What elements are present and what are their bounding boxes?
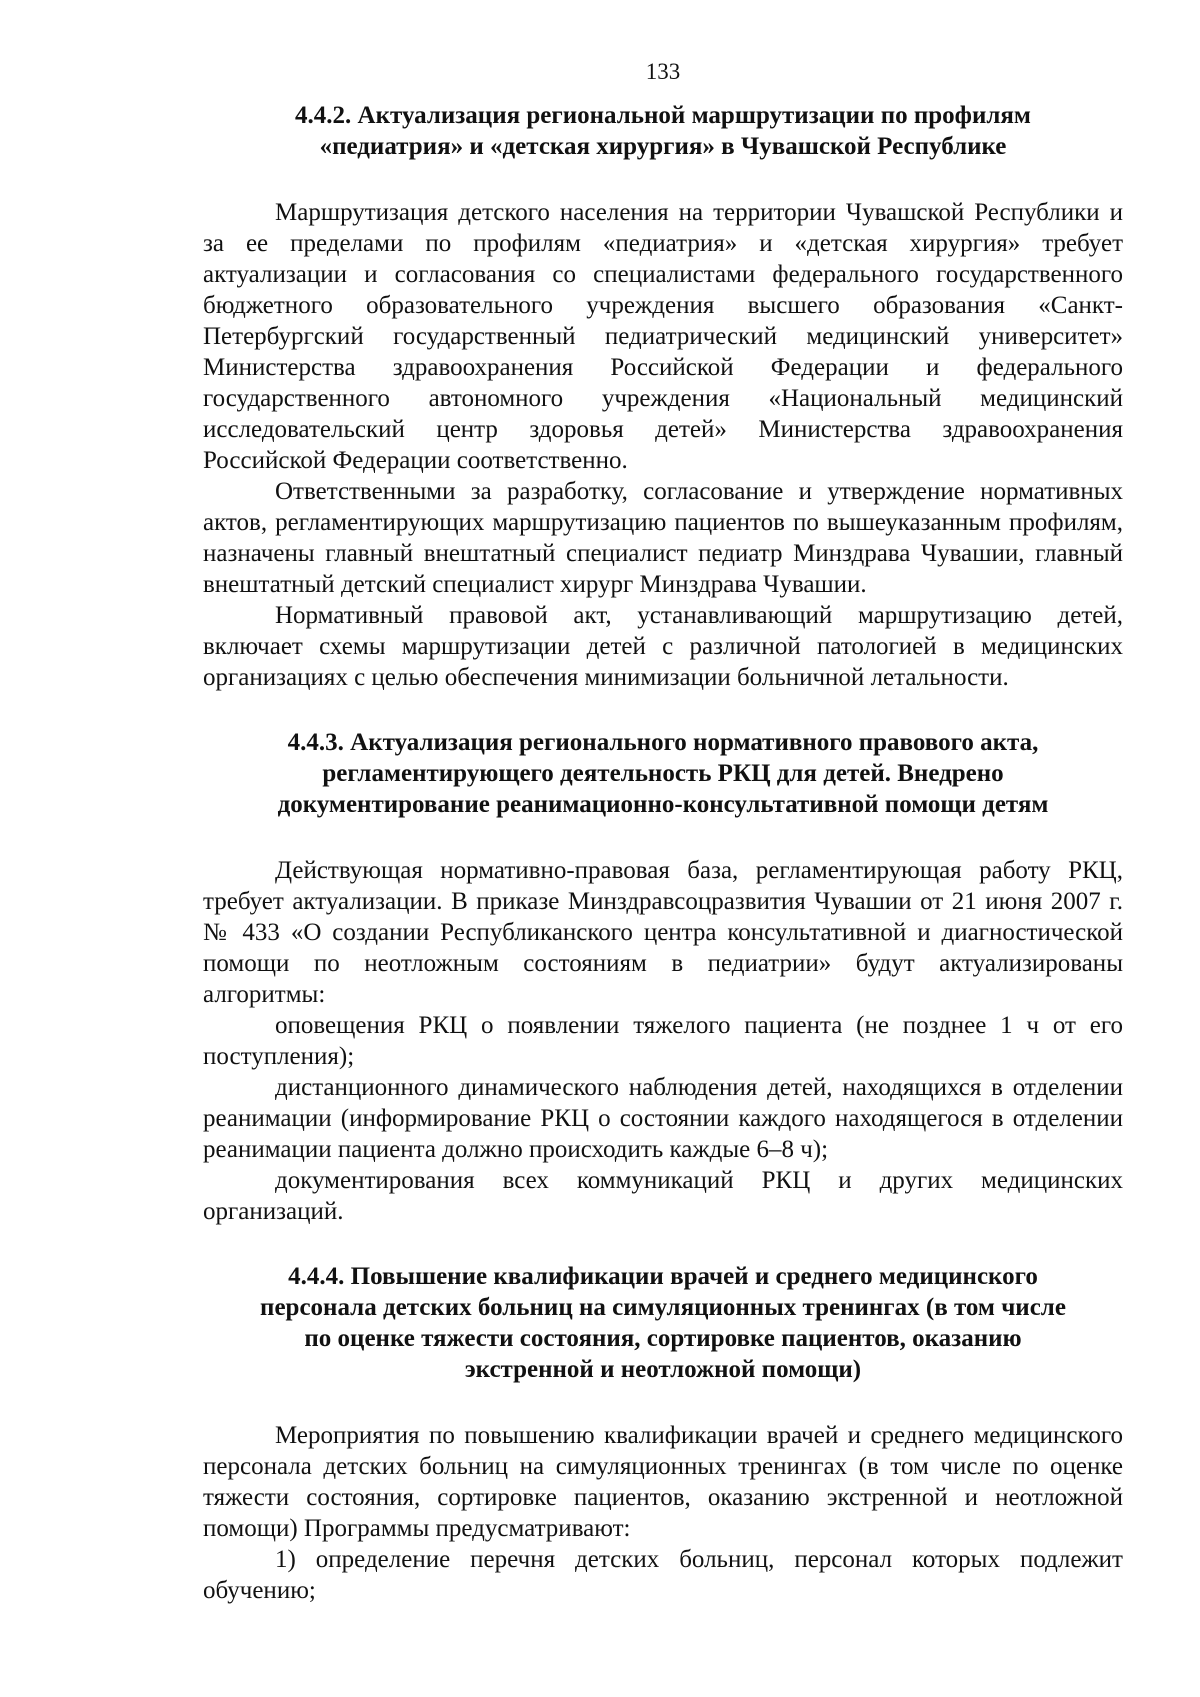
list-item: документирования всех коммуникаций РКЦ и других медицинских организаций.	[203, 1167, 1123, 1225]
list-item: 1) определение перечня детских больниц, персонал которых подлежит обучению;	[203, 1546, 1123, 1604]
paragraph: Маршрутизация детского населения на территории Чувашской Республики и за ее пределами по профилям «педиатрия» и «детская хирургия» требует актуализации и согласования со специалистами федерального государственного бюджетного образовательного учреждения высшего образования «Санкт-Петербургский государственный педиатрический медицинский университет» Министерства здравоохранения Российской Федерации и федерального государственного автономного учреждения «Национальный медицинский исследовательский центр здоровья детей» Министерства здравоохранения Российской Федерации соответственно.	[203, 199, 1123, 474]
section-heading-4-4-2	[203, 100, 1123, 162]
paragraph: Мероприятия по повышению квалификации врачей и среднего медицинского персонала детских больниц на симуляционных тренингах (в том числе по оценке тяжести состояния, сортировке пациентов, оказанию экстренной и неотложной помощи) Программы предусматривают:	[203, 1422, 1123, 1542]
heading-line: 4.4.4. Повышение квалификации врачей и среднего медицинского	[288, 1263, 1038, 1290]
heading-line: документирование реанимационно-консультативной помощи детям	[277, 791, 1049, 818]
heading-line: по оценке тяжести состояния, сортировке пациентов, оказанию	[304, 1325, 1022, 1352]
heading-line: 4.4.3. Актуализация регионального нормативного правового акта,	[287, 729, 1039, 756]
paragraph: Действующая нормативно-правовая база, регламентирующая работу РКЦ, требует актуализации. В приказе Минздравсоцразвития Чувашии от 21 июня 2007 г. № 433 «О создании Республиканского центра консультативной и диагностической помощи по неотложным состояниям в педиатрии» будут актуализированы алгоритмы:	[203, 857, 1123, 1008]
heading-line: персонала детских больниц на симуляционных тренингах (в том числе	[260, 1294, 1066, 1321]
paragraph: Нормативный правовой акт, устанавливающий маршрутизацию детей, включает схемы маршрутизации детей с различной патологией в медицинских организациях с целью обеспечения минимизации больничной летальности.	[203, 602, 1123, 691]
heading-line: 4.4.2. Актуализация региональной маршрутизации по профилям	[295, 102, 1031, 129]
heading-line: «педиатрия» и «детская хирургия» в Чувашской Республике	[319, 133, 1007, 160]
paragraph: Ответственными за разработку, согласование и утверждение нормативных актов, регламентирующих маршрутизацию пациентов по вышеуказанным профилям, назначены главный внештатный специалист педиатр Минздрава Чувашии, главный внештатный детский специалист хирург Минздрава Чувашии.	[203, 478, 1123, 598]
heading-line: экстренной и неотложной помощи)	[464, 1356, 862, 1383]
section-heading-4-4-3	[203, 727, 1123, 820]
list-item: дистанционного динамического наблюдения детей, находящихся в отделении реанимации (информирование РКЦ о состоянии каждого находящегося в отделении реанимации пациента должно происходить каждые 6–8 ч);	[203, 1074, 1123, 1163]
page-number: 133	[645, 59, 681, 84]
section-heading-4-4-4	[203, 1261, 1123, 1385]
heading-line: регламентирующего деятельность РКЦ для детей. Внедрено	[322, 760, 1004, 787]
document-page	[203, 58, 1123, 1606]
list-item: оповещения РКЦ о появлении тяжелого пациента (не позднее 1 ч от его поступления);	[203, 1012, 1123, 1070]
